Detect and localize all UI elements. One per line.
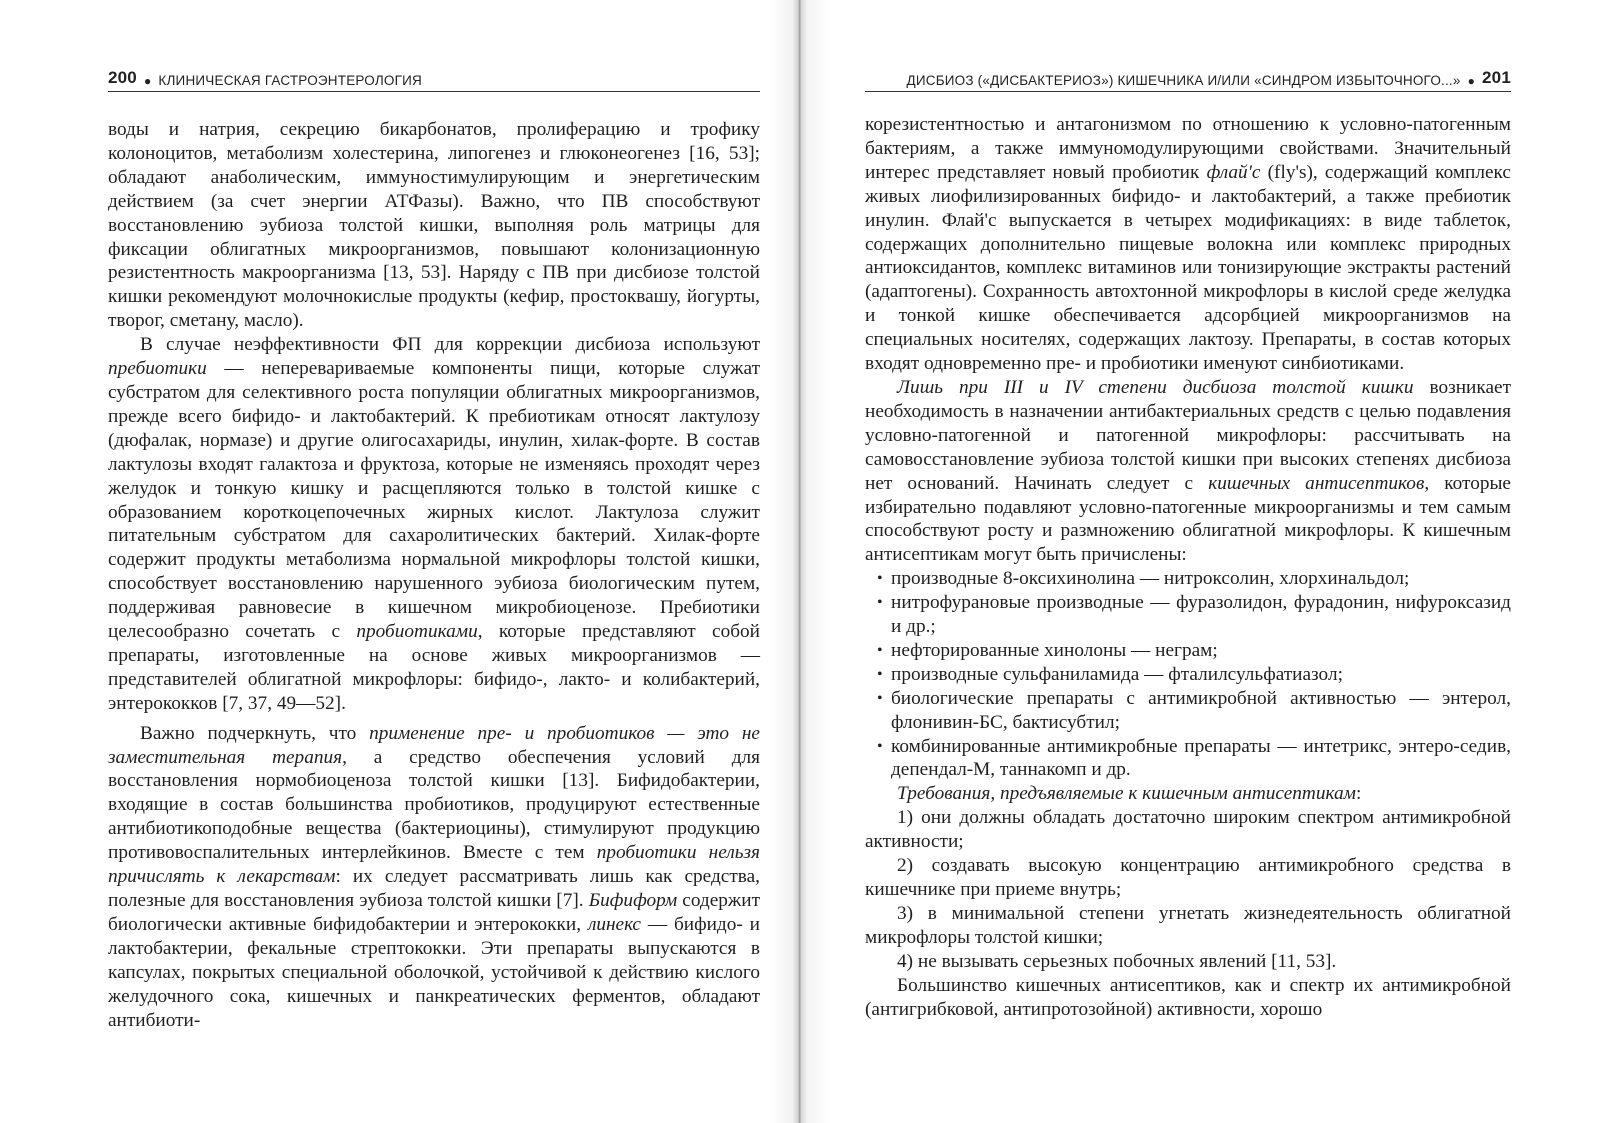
requirement-item: 3) в минимальной степени угнетать жизнедеятельность облигатной микрофлоры толстой кишки; <box>865 902 1511 948</box>
requirement-item: 4) не вызывать серьезных побочных явлений [11, 53]. <box>897 950 1337 972</box>
header-bullet: ● <box>1467 74 1476 88</box>
left-running-head <box>108 70 760 92</box>
page-number: 200 <box>108 68 137 87</box>
requirements-heading: Требования, предъявляемые к кишечным антисептикам: <box>897 783 1362 805</box>
right-body <box>865 113 1511 1021</box>
right-page <box>865 0 1511 1123</box>
list-item: • биологические препараты с антимикробной активностью — энтерол, флонивин-БС, бактисубтил; <box>879 687 1511 735</box>
list-item: • нитрофурановые производные — фуразолидон, фурадонин, нифуроксазид и др.; <box>879 591 1511 639</box>
left-page <box>108 0 760 1123</box>
list-item: • производные сульфаниламида — фталилсульфатиазол; <box>879 663 1511 687</box>
running-head-title: ДИСБИОЗ («ДИСБАКТЕРИОЗ») КИШЕЧНИКА И/ИЛИ «СИНДРОМ ИЗБЫТОЧНОГО...» <box>906 73 1461 88</box>
running-head-title: КЛИНИЧЕСКАЯ ГАСТРОЭНТЕРОЛОГИЯ <box>158 73 422 88</box>
list-item: • производные 8-оксихинолина — нитроксолин, хлорхинальдол; <box>879 567 1511 591</box>
paragraph: Большинство кишечных антисептиков, как и спектр их антимикробной (антигрибковой, антипротозойной) активности, хорошо <box>865 974 1511 1020</box>
paragraph: В случае неэффективности ФП для коррекции дисбиоза используют пребиотики — неперевариваемые компоненты пищи, которые служат субстратом для селективного роста популяции облигатных микроорганизмов, прежде всего бифидо- и лактобактерий. К пребиотикам относят лактулозу (дюфалак, нормазе) и другие олигосахариды, инулин, хилак-форте. В состав лактулозы входят галактоза и фруктоза, которые не изменяясь проходят через желудок и тонкую кишку и расщепляются только в толстой кишке с образованием короткоцепочечных жирных кислот. Лактулоза служит питательным субстратом для сахаролитических бактерий. Хилак-форте содержит продукты метаболизма нормальной микрофлоры толстой кишки, способствует восстановлению нарушенного эубиоза биологическим путем, поддерживая равновесие в кишечном микробиоценозе. Пребиотики целесообразно сочетать с пробиотиками, которые представляют собой препараты, изготовленные на основе живых микроорганизмов — представителей облигатной микрофлоры: бифидо-, лакто- и колибактерий, энтерококков [7, 37, 49—52]. <box>108 334 760 714</box>
list-item: • нефторированные хинолоны — неграм; <box>879 639 1511 663</box>
list-item: • комбинированные антимикробные препараты — интетрикс, энтеро-седив, депендал-М, таннакомп и др. <box>879 735 1511 783</box>
requirement-item: 1) они должны обладать достаточно широким спектром антимикробной активности; <box>865 807 1511 853</box>
right-running-head <box>865 70 1511 92</box>
paragraph: Важно подчеркнуть, что применение пре- и пробиотиков — это не заместительная терапия, а средство обеспечения условий для восстановления нормобиоценоза толстой кишки [13]. Бифидобактерии, входящие в состав большинства пробиотиков, продуцируют естественные антибиотикоподобные вещества (бактериоцины), стимулируют продукцию противовоспалительных интерлейкинов. Вместе с тем пробиотики нельзя причислять к лекарствам: их следует рассматривать лишь как средства, полезные для восстановления эубиоза толстой кишки [7]. Бифиформ содержит биологически активные бифидобактерии и энтерококки, линекс — бифидо- и лактобактерии, фекальные стрептококки. Эти препараты выпускаются в капсулах, покрытых специальной оболочкой, устойчивой к действию кислого желудочного сока, кишечных и панкреатических ферментов, обладают антибиоти- <box>108 722 760 1031</box>
left-body <box>108 118 760 1032</box>
paragraph: корезистентностью и антагонизмом по отношению к условно-патогенным бактериям, а также иммуномодулирующими свойствами. Значительный интерес представляет новый пробиотик флай'с (fly's), содержащий комплекс живых лиофилизированных бифидо- и лактобактерий, а также пребиотик инулин. Флай'с выпускается в четырех модификациях: в виде таблеток, содержащих дополнительно пищевые волокна или комплекс природных антиоксидантов, комплекс витаминов или тонизирующие экстракты растений (адаптогены). Сохранность автохтонной микрофлоры в кислой среде желудка и тонкой кишке обеспечивается адсорбцией микроорганизмов на специальных носителях, содержащих лактозу. Препараты, в состав которых входят одновременно пре- и пробиотики именуют синбиотиками. <box>865 114 1511 375</box>
antiseptics-list <box>865 567 1511 782</box>
paragraph: Лишь при III и IV степени дисбиоза толстой кишки возникает необходимость в назначении антибактериальных средств с целью подавления условно-патогенной и патогенной микрофлоры: рассчитывать на самовосстановление эубиоза толстой кишки при высоких степенях дисбиоза нет оснований. Начинать следует с кишечных антисептиков, которые избирательно подавляют условно-патогенные микроорганизмы и тем самым способствуют росту и размножению облигатной микрофлоры. К кишечным антисептикам могут быть причислены: <box>865 376 1511 566</box>
requirement-item: 2) создавать высокую концентрацию антимикробного средства в кишечнике при приеме внутрь; <box>865 855 1511 900</box>
book-gutter <box>770 0 830 1123</box>
paragraph: воды и натрия, секрецию бикарбонатов, пролиферацию и трофику колоноцитов, метаболизм холестерина, липогенез и глюконеогенез [16, 53]; обладают анаболическим, иммуностимулирующим и энергетическим действием (за счет энергии АТФазы). Важно, что ПВ способствуют восстановлению эубиоза толстой кишки, выполняя роль матрицы для фиксации облигатных микроорганизмов, повышают колонизационную резистентность макроорганизма [13, 53]. Наряду с ПВ при дисбиозе толстой кишки рекомендуют молочнокислые продукты (кефир, простоквашу, йогурты, творог, сметану, масло). <box>108 119 760 332</box>
header-bullet: ● <box>143 74 152 88</box>
page-number: 201 <box>1482 68 1511 87</box>
